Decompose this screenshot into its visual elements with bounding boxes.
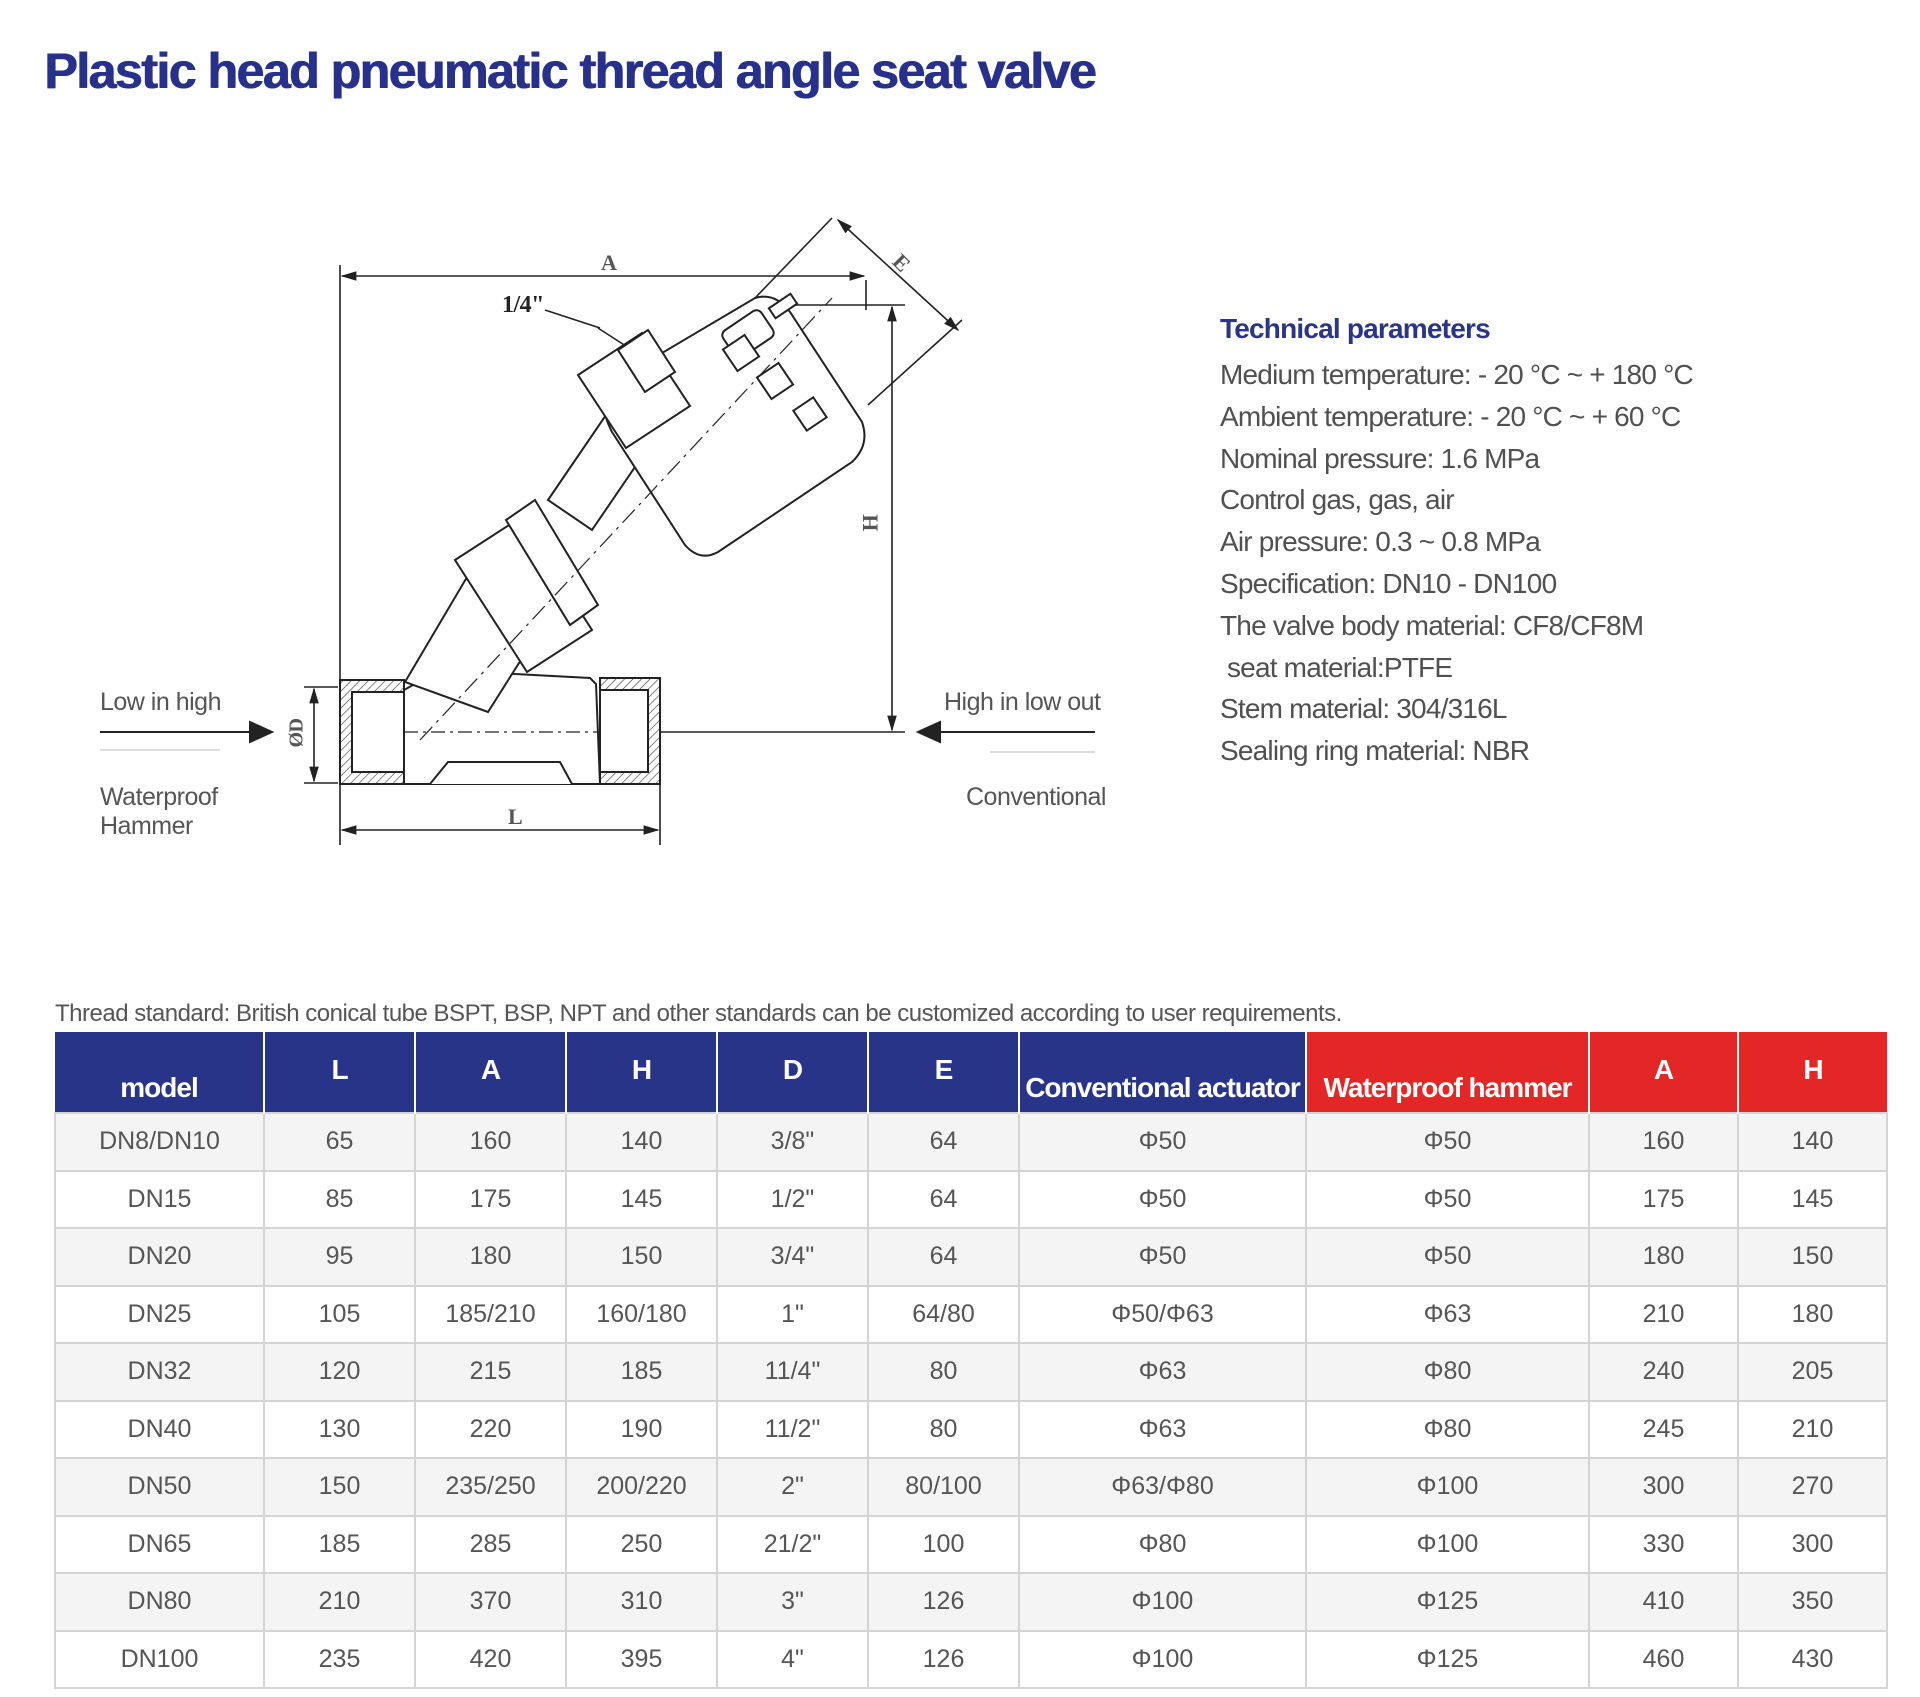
table-cell: 160/180 [566,1286,717,1344]
table-cell: Φ50/Φ63 [1019,1286,1306,1344]
table-cell: 21/2" [717,1516,868,1574]
table-cell: 80 [868,1343,1019,1401]
table-cell: DN100 [55,1631,264,1689]
table-cell: 410 [1589,1573,1738,1631]
table-cell: 210 [264,1573,415,1631]
table-cell: Φ80 [1019,1516,1306,1574]
table-cell: Φ100 [1019,1631,1306,1689]
header-waterproof-hammer: Waterproof hammer [1306,1032,1589,1113]
table-cell: 245 [1589,1401,1738,1459]
header-model: model [55,1032,264,1113]
table-cell: 65 [264,1113,415,1171]
table-cell: 215 [415,1343,566,1401]
header-H: H [566,1032,717,1113]
table-cell: DN50 [55,1458,264,1516]
conventional-label: Conventional [966,783,1106,811]
header-waterproof-A: A [1589,1032,1738,1113]
table-cell: Φ80 [1306,1343,1589,1401]
table-cell: 150 [1738,1228,1887,1286]
technical-parameters-list [1220,354,1860,772]
table-header-row [55,1032,1887,1113]
waterproof-hammer-label-line2: Hammer [100,812,193,840]
table-cell: Φ50 [1019,1171,1306,1229]
table-cell: DN80 [55,1573,264,1631]
table-cell: 64 [868,1113,1019,1171]
table-cell: 250 [566,1516,717,1574]
table-cell: DN20 [55,1228,264,1286]
table-cell: Φ100 [1306,1458,1589,1516]
table-row [55,1458,1887,1516]
table-cell: 395 [566,1631,717,1689]
table-cell: 210 [1589,1286,1738,1344]
table-cell: 210 [1738,1401,1887,1459]
dimension-A-label: A [601,250,617,275]
header-A: A [415,1032,566,1113]
table-cell: 205 [1738,1343,1887,1401]
table-cell: 95 [264,1228,415,1286]
table-cell: 180 [1589,1228,1738,1286]
table-cell: 145 [566,1171,717,1229]
table-cell: 200/220 [566,1458,717,1516]
table-cell: Φ50 [1306,1171,1589,1229]
table-cell: 285 [415,1516,566,1574]
table-cell: 130 [264,1401,415,1459]
table-cell: DN40 [55,1401,264,1459]
table-cell: 300 [1738,1516,1887,1574]
table-cell: 160 [1589,1113,1738,1171]
table-cell: Φ63/Φ80 [1019,1458,1306,1516]
table-cell: 175 [1589,1171,1738,1229]
dimension-E-label: E [887,248,916,277]
specification-table [54,1032,1888,1689]
table-cell: Φ125 [1306,1631,1589,1689]
flow-label-low-in-high: Low in high [100,688,221,716]
table-cell: 100 [868,1516,1019,1574]
parameter-item: Ambient temperature: - 20 °C ~ + 60 °C [1220,400,1681,432]
parameter-item: Control gas, gas, air [1220,484,1454,516]
table-cell: Φ50 [1019,1228,1306,1286]
table-cell: 126 [868,1631,1019,1689]
table-cell: 64/80 [868,1286,1019,1344]
technical-parameters-title: Technical parameters [1220,313,1490,344]
table-cell: 1/2" [717,1171,868,1229]
table-row [55,1573,1887,1631]
table-cell: 105 [264,1286,415,1344]
table-cell: 420 [415,1631,566,1689]
dimension-H-label: H [857,514,883,532]
table-cell: 64 [868,1171,1019,1229]
parameter-item: Medium temperature: - 20 °C ~ + 180 °C [1220,359,1693,390]
table-cell: DN25 [55,1286,264,1344]
table-cell: 120 [264,1343,415,1401]
technical-parameters [1220,312,1860,772]
valve-diagram [0,200,1160,860]
table-cell: 3/4" [717,1228,868,1286]
table-cell: 126 [868,1573,1019,1631]
table-cell: 235 [264,1631,415,1689]
port-size-label: 1/4" [502,292,544,318]
table-cell: 370 [415,1573,566,1631]
table-cell: 64 [868,1228,1019,1286]
header-E: E [868,1032,1019,1113]
table-cell: Φ50 [1306,1228,1589,1286]
table-cell: 185 [566,1343,717,1401]
table-cell: Φ63 [1019,1343,1306,1401]
table-cell: 150 [566,1228,717,1286]
table-cell: 310 [566,1573,717,1631]
table-cell: 11/2" [717,1401,868,1459]
table-cell: 240 [1589,1343,1738,1401]
table-cell: 180 [1738,1286,1887,1344]
thread-standard-note: Thread standard: British conical tube BSPT, BSP, NPT and other standards can be customized according to user requirements. [55,1000,1342,1027]
dimension-L-label: L [508,804,523,829]
parameter-item: Air pressure: 0.3 ~ 0.8 MPa [1220,526,1541,558]
table-cell: 11/4" [717,1343,868,1401]
parameter-item: The valve body material: CF8/CF8M [1220,609,1644,641]
header-waterproof-H: H [1738,1032,1887,1113]
table-cell: 175 [415,1171,566,1229]
valve-technical-drawing [0,200,1160,860]
parameter-item: Specification: DN10 - DN100 [1220,567,1557,599]
table-cell: 85 [264,1171,415,1229]
table-cell: DN65 [55,1516,264,1574]
table-cell: 150 [264,1458,415,1516]
table-cell: DN8/DN10 [55,1113,264,1171]
table-cell: DN32 [55,1343,264,1401]
table-cell: 1" [717,1286,868,1344]
table-cell: 160 [415,1113,566,1171]
table-cell: Φ50 [1019,1113,1306,1171]
table-row [55,1113,1887,1171]
table-cell: 460 [1589,1631,1738,1689]
table-cell: 3/8" [717,1113,868,1171]
dimension-D-label: ØD [285,718,308,748]
flow-label-high-in-low-out: High in low out [944,688,1101,716]
table-cell: 80/100 [868,1458,1019,1516]
header-L: L [264,1032,415,1113]
table-row [55,1286,1887,1344]
table-cell: 4" [717,1631,868,1689]
table-cell: 270 [1738,1458,1887,1516]
table-cell: 140 [566,1113,717,1171]
table-cell: 140 [1738,1113,1887,1171]
table-cell: 80 [868,1401,1019,1459]
table-cell: 3" [717,1573,868,1631]
table-cell: 190 [566,1401,717,1459]
table-row [55,1516,1887,1574]
header-D: D [717,1032,868,1113]
table-cell: Φ125 [1306,1573,1589,1631]
table-cell: 180 [415,1228,566,1286]
parameter-item: Stem material: 304/316L [1220,693,1507,725]
table-cell: 145 [1738,1171,1887,1229]
table-cell: 300 [1589,1458,1738,1516]
table-cell: Φ63 [1306,1286,1589,1344]
table-cell: 330 [1589,1516,1738,1574]
table-row [55,1343,1887,1401]
table-cell: 220 [415,1401,566,1459]
table-cell: 185 [264,1516,415,1574]
parameter-item: Nominal pressure: 1.6 MPa [1220,442,1540,474]
parameter-item: Sealing ring material: NBR [1220,735,1530,767]
header-conventional-actuator: Conventional actuator [1019,1032,1306,1113]
table-cell: DN15 [55,1171,264,1229]
table-cell: 185/210 [415,1286,566,1344]
table-cell: 430 [1738,1631,1887,1689]
table-cell: Φ80 [1306,1401,1589,1459]
table-cell: 2" [717,1458,868,1516]
table-cell: Φ100 [1306,1516,1589,1574]
parameter-item: seat material:PTFE [1220,651,1453,683]
waterproof-hammer-label-line1: Waterproof [100,783,218,811]
table-row [55,1171,1887,1229]
page-title: Plastic head pneumatic thread angle seat valve [44,43,1095,99]
table-cell: 235/250 [415,1458,566,1516]
table-row [55,1228,1887,1286]
table-row [55,1401,1887,1459]
table-row [55,1631,1887,1689]
table-cell: 350 [1738,1573,1887,1631]
table-cell: Φ50 [1306,1113,1589,1171]
table-cell: Φ63 [1019,1401,1306,1459]
table-cell: Φ100 [1019,1573,1306,1631]
